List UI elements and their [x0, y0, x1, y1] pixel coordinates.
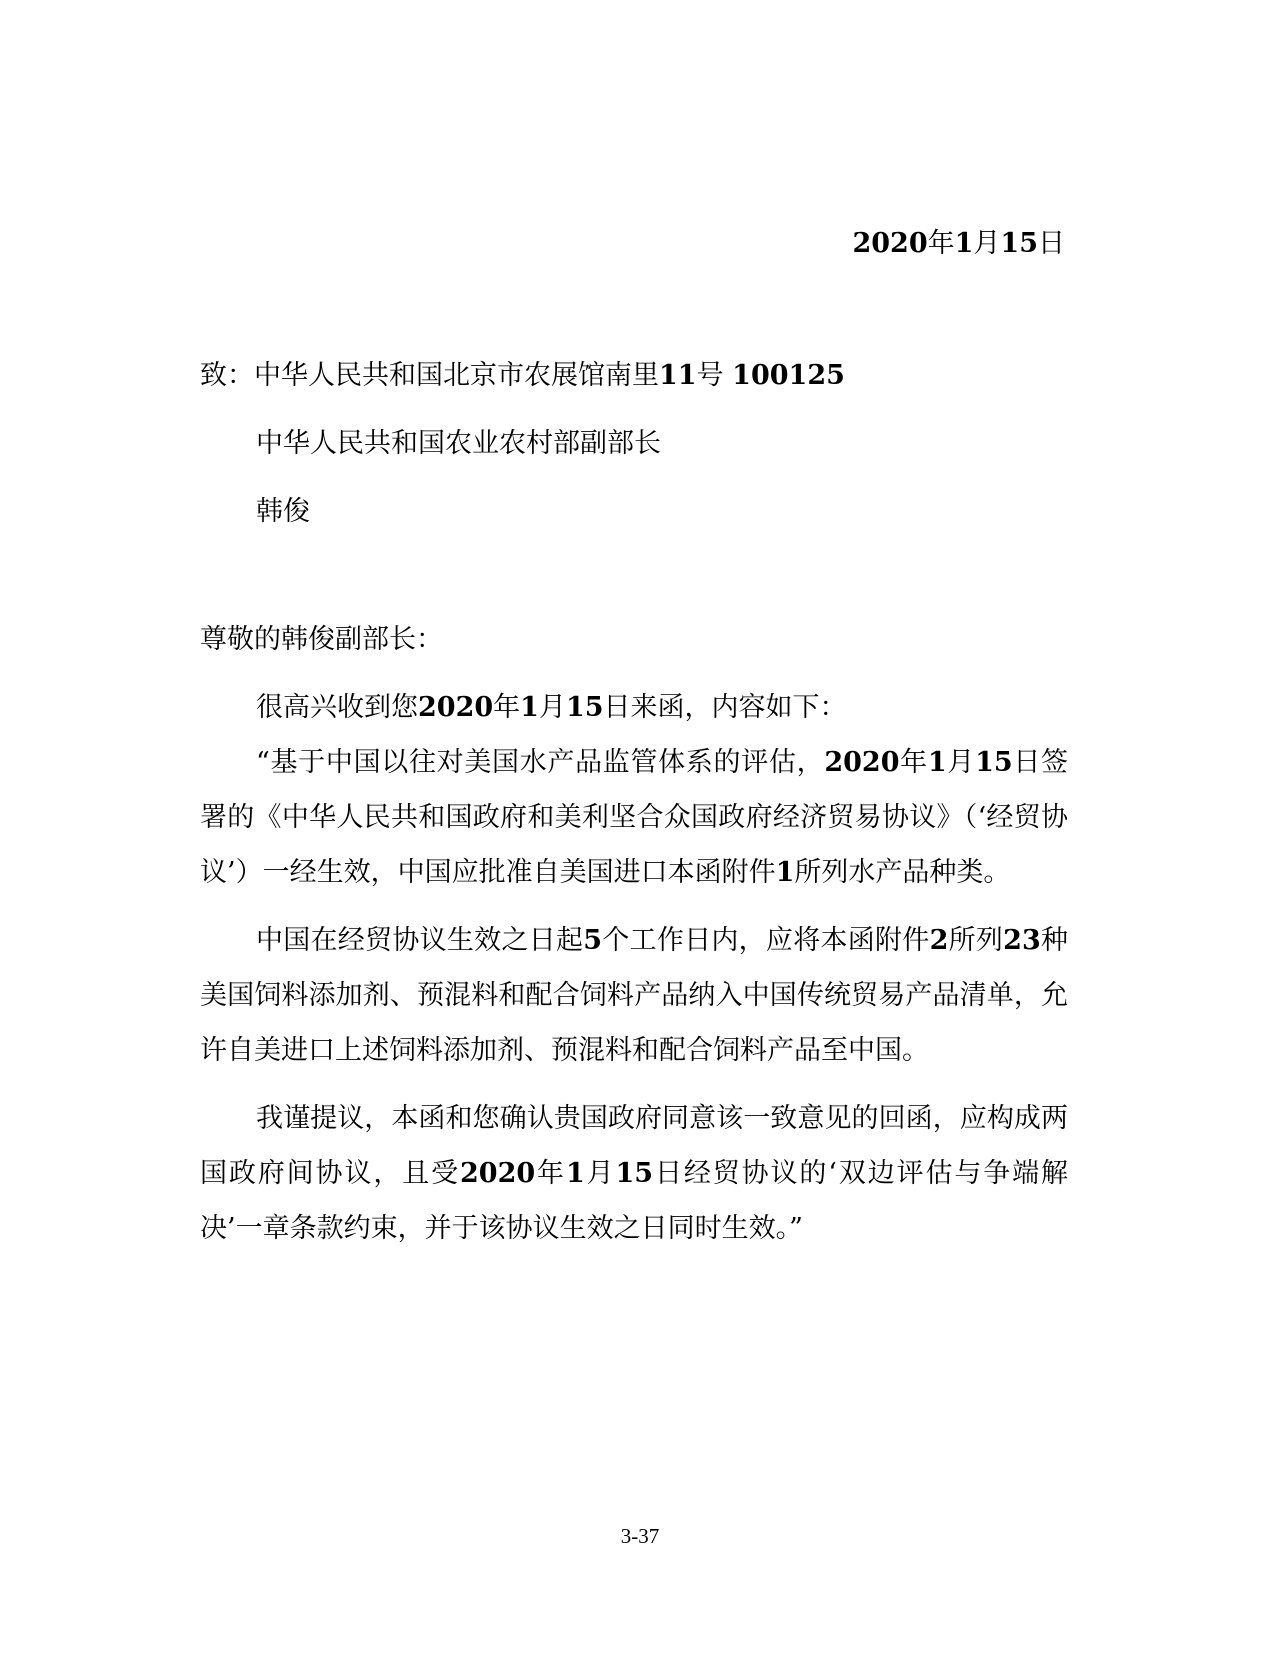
body-paragraph: “基于中国以往对美国水产品监管体系的评估，2020年1月15日签署的《中华人民共和国政府和美利坚合众国政府经济贸易协议》（‘经贸协议’）一经生效，中国应批准自美国进口本函附件1所列水产品种类。 [200, 747, 1069, 888]
body-paragraph: 很高兴收到您2020年1月15日来函，内容如下： [256, 692, 847, 723]
recipient-street: 中华人民共和国北京市农展馆南里11号 100125 [254, 360, 845, 391]
recipient-address-block [200, 342, 1080, 546]
recipient-street-line [200, 342, 1080, 410]
letter-date: 2020年1月15日 [852, 228, 1065, 259]
page-number: 3-37 [620, 1524, 660, 1548]
address-prefix: 致： [200, 360, 254, 391]
letter-body [200, 612, 1068, 1256]
recipient-title: 中华人民共和国农业农村部副部长 [256, 428, 661, 459]
salutation: 尊敬的韩俊副部长： [200, 624, 443, 655]
body-paragraph: 中国在经贸协议生效之日起5个工作日内，应将本函附件2所列23种美国饲料添加剂、预混料和配合饲料产品纳入中国传统贸易产品清单，允许自美进口上述饲料添加剂、预混料和配合饲料产品至中国。 [200, 925, 1069, 1066]
body-paragraph: 我谨提议，本函和您确认贵国政府同意该一致意见的回函，应构成两国政府间协议，且受2020年1月15日经贸协议的‘双边评估与争端解决’一章条款约束，并于该协议生效之日同时生效。” [200, 1103, 1069, 1244]
recipient-name: 韩俊 [256, 496, 310, 527]
